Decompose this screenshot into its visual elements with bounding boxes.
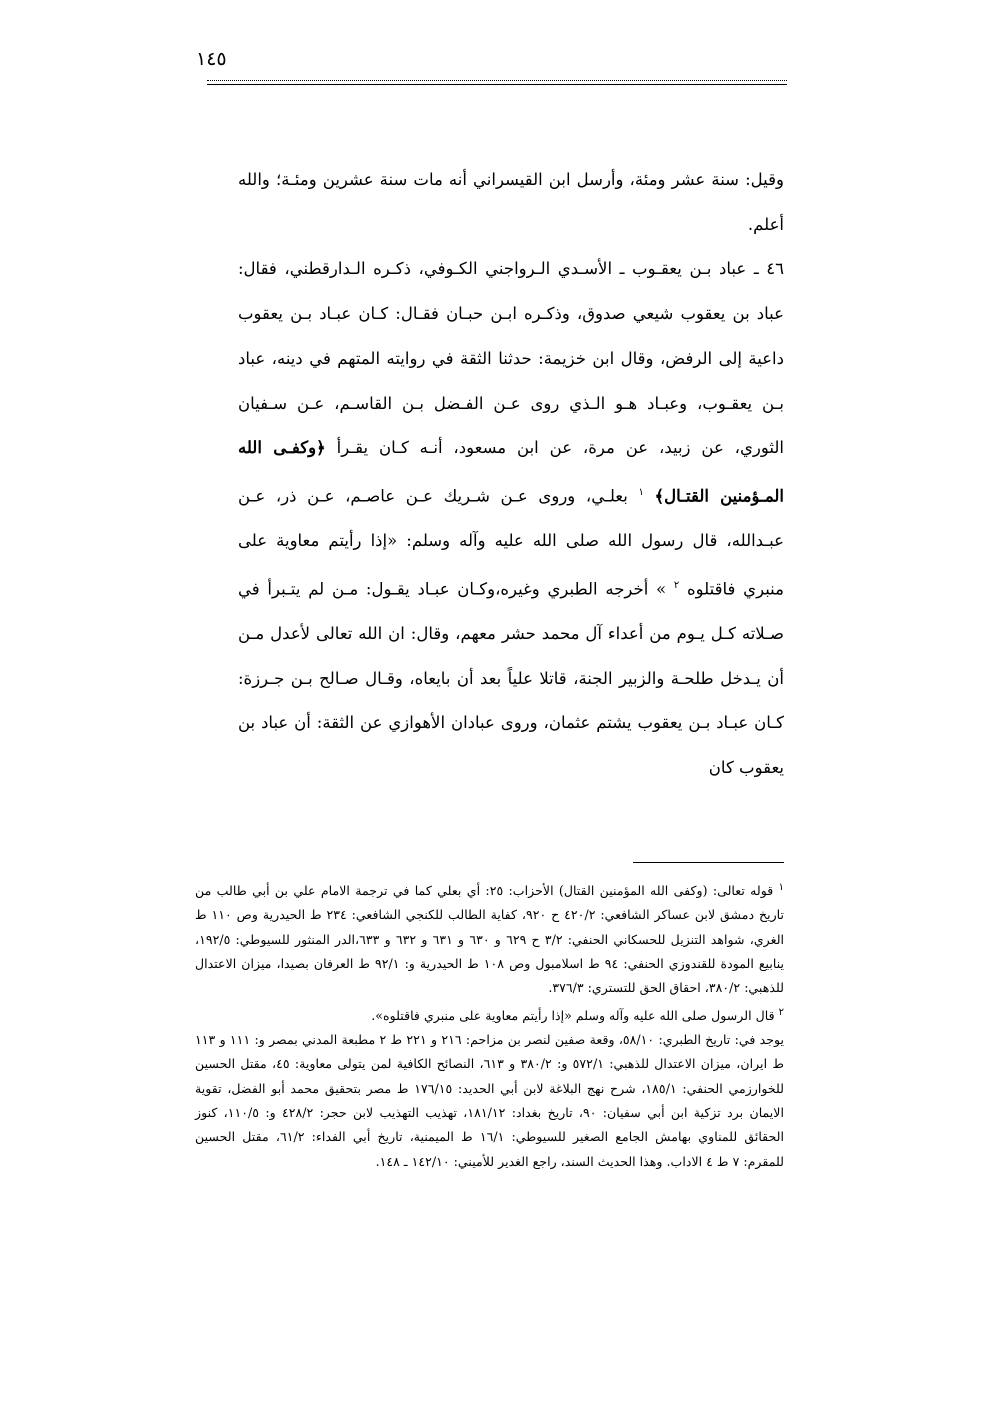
footnote-1-text: قوله تعالى: (وكفى الله المؤمنين القتال) الأحزاب: ٢٥: أي بعلي كما في ترجمة الامام علي بن أبي طالب من تاريخ دمشق لابن عساكر الشافعي: ٤٢٠/٢ ح ٩٢٠، كفاية الطالب للكنجي الشافعي: ٢٣٤ ط الحيدرية وص ١١٠ ط الغري، شواهد التنزيل للحسكاني الحنفي: ٣/٢ ح ٦٢٩ و ٦٣٠ و ٦٣١ و ٦٣٢ و ٦٣٣،الدر المنثور للسيوطي: ١٩٢/٥، ينابيع المودة للقندوزي الحنفي: ٩٤ ط اسلامبول وص ١٠٨ ط الحيدرية و: ٩٢/١ ط العرفان بصيدا، ميزان الاعتدال للذهبي: ٣٨٠/٢، احقاق الحق للتستري: ٣٧٦/٣. [195, 883, 785, 996]
footnote-2-text: قال الرسول صلى الله عليه وآله وسلم «إذا رأيتم معاوية على منبري فاقتلوه». [371, 1007, 775, 1023]
footnote-marker-2: ٢ [778, 1006, 784, 1018]
footnote-ref-1[interactable]: ١ [638, 486, 644, 498]
quran-verse: ﴿وكفـى الله المـؤمنين القتـال﴾ [238, 438, 784, 506]
paragraph-entry-46 [238, 247, 784, 790]
entry-text-end: » أخرجه الطبري وغيره،وكـان عبـاد يقـول: مـن لم يتـبرأ في صـلاته كـل يـوم من أعداء آل محمد حشر معهم، وقال: ان الله تعالى لأعدل مـن أن يـدخل طلحـة والزبير الجنة، قاتلا علياً بعد أن بايعاه، وقـال صـالح بـن جـرزة: كـان عبـاد بـن يعقوب يشتم عثمان، وروى عبادان الأهوازي عن الثقة: أن عباد بن يعقوب كان [238, 579, 784, 778]
entry-text-start: ٤٦ ـ عباد بـن يعقـوب ـ الأسـدي الـرواجني الكـوفي، ذكـره الـدارقطني، فقال: عباد بن يعقوب شيعي صدوق، وذكـره ابـن حبـان فقـال: كـان عبـاد بـن يعقوب داعية إلى الرفض، وقال ابن خزيمة: حدثنا الثقة في روايته المتهم في دينه، عباد بـن يعقـوب، وعبـاد هـو الـذي روى عـن الفـضل بـن القاسـم، عـن سـفيان الثوري، عن زبيد، عن مرة، عن ابن مسعود، أنـه كـان يقـرأ [238, 259, 785, 458]
paragraph-continuation: وقيل: سنة عشر ومئة، وأرسل ابن القيسراني أنه مات سنة عشرين ومئـة؛ والله أعلم. [238, 170, 784, 234]
footnote-marker-1: ١ [778, 882, 784, 893]
main-text [238, 158, 784, 791]
footnote-2-continuation: يوجد في: تاريخ الطبري: ٥٨/١٠، وقعة صفين لنصر بن مزاحم: ٢١٦ و ٢٢١ ط ٢ مطبعة المدني بمصر و: ١١١ و ١١٣ ط ايران، ميزان الاعتدال للذهبي: ٥٧٢/١ و: ٣٨٠/٢ و ٦١٣، النصائح الكافية لمن يتولى معاوية: ٤٥، مقتل الحسين للخوارزمي الحنفي: ١٨٥/١، شرح نهج البلاغة لابن أبي الحديد: ١٧٦/١٥ ط مصر بتحقيق محمد أبو الفضل، تقوية الايمان برد تزكية ابن أبي سفيان: ٩٠، تاريخ بغداد: ١٨١/١٢، تهذيب التهذيب لابن حجر: ٤٢٨/٢ و: ١١٠/٥، كنوز الحقائق للمناوي بهامش الجامع الصغير للسيوطي: ١٦/١ ط الميمنية، تاريخ أبي الفداء: ٦١/٢، مقتل الحسين للمقرم: ٧ ط ٤ الاداب. وهذا الحديث السند، راجع الغدير للأميني: ١٤٢/١٠ ـ ١٤٨. [195, 1032, 785, 1169]
page-number: ١٤٥ [196, 48, 227, 70]
footnote-1 [195, 876, 784, 1001]
footnote-separator [633, 862, 784, 863]
footnote-2 [195, 1001, 784, 1028]
footnotes [195, 876, 784, 1174]
footnote-ref-2[interactable]: ٢ [673, 579, 680, 591]
entry-text-middle: بعلـي، وروى عـن شـريك عـن عاصـم، عـن ذر، عـن عبـدالله، قال رسول الله صلى الله عليه وآله وسلم: «إذا رأيتم معاوية على منبري فاقتلوه [238, 486, 784, 599]
header-rule [207, 80, 787, 85]
